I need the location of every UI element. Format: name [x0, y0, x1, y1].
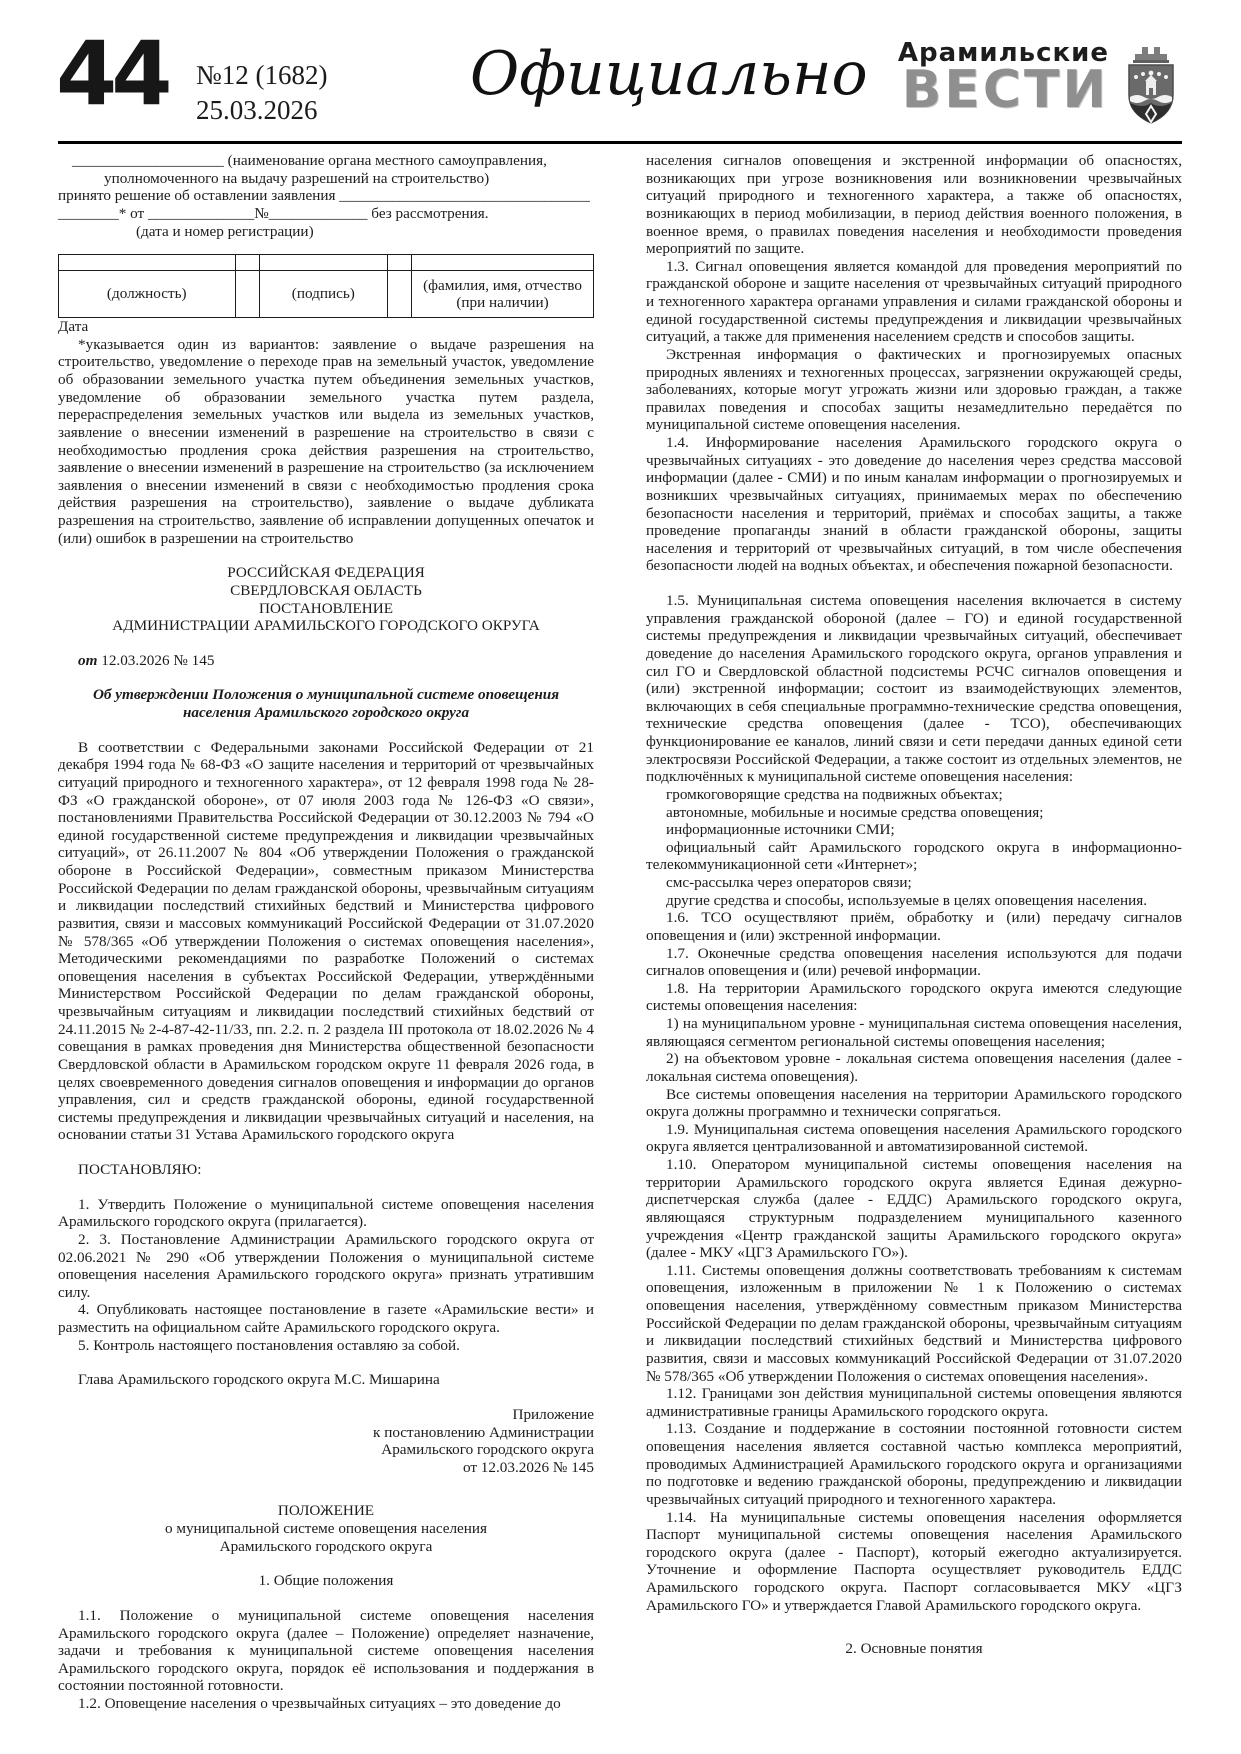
- spacer: [58, 1144, 594, 1161]
- doc-title: населения Арамильского городского округа: [182, 704, 470, 721]
- resolve-item: 5. Контроль настоящего постановления оставляю за собой.: [78, 1336, 460, 1354]
- position-heading-line: о муниципальной системе оповещения населения: [164, 1520, 488, 1537]
- resolve-heading: ПОСТАНОВЛЯЮ:: [78, 1161, 202, 1178]
- doc-date-prefix: от: [78, 651, 98, 669]
- logo-line2: ВЕСТИ: [901, 60, 1109, 120]
- form-line: ____________________ (наименование органа местного самоуправления,: [72, 152, 547, 169]
- preamble-paragraph: В соответствии с Федеральными законами Российской Федерации от 21 декабря 1994 года № 68-ФЗ «О защите населения и территорий от чрезвычайных ситуаций природного и техногенного характера», от 12 февраля 1998 года № 28-ФЗ «О гражданской обороне», от 07 июля 2003 года № 126-ФЗ «О связи», постановлениями Правительства Российской Федерации от 30.12.2003 № 794 «О единой государственной системе предупреждения и ликвидации чрезвычайных ситуаций», от 26.11.2007 № 804 «Об утверждении Положения о гражданской обороне в Российской Федерации», совместным приказом Министерства Российской Федерации по делам гражданской обороны, чрезвычайным ситуациям и ликвидации последствий стихийных бедствий и Министерства цифрового развития, связи и массовых коммуникаций Российской Федерации от 31.07.2020 № 578/365 «Об утверждении Положения о системах оповещения населения», Методическими рекомендациями по разработке Положений о системах оповещения населения в субъектах Российской Федерации, утверждёнными Министерством Российской Федерации по делам гражданской обороны, чрезвычайным ситуациям и ликвидации последствий стихийных бедствий от 24.11.2015 № 2-4-87-42-11/33, пп. 2.2. п. 2 раздела III протокола от 18.02.2026 № 4 совещания в рамках проведения дня Министерства общественной безопасности Свердловской области в Арамильском городском округе 11 февраля 2026 года, в целях своевременного доведения сигналов оповещения и информации до органов управления, сил и средств гражданской обороны, единой государственной системы предупреждения и ликвидации чрезвычайных ситуаций и населения, на основании статьи 31 Устава Арамильского городского округа: [58, 738, 594, 1144]
- list-item: автономные, мобильные и носимые средства оповещения;: [666, 803, 1044, 821]
- position-heading-line: ПОЛОЖЕНИЕ: [277, 1502, 375, 1520]
- issue-date: 25.03.2026: [196, 95, 318, 126]
- form-line: уполномоченного на выдачу разрешений на строительство): [104, 169, 490, 187]
- doc-date: 12.03.2026 № 145: [101, 651, 215, 669]
- org-heading-line: РОССИЙСКАЯ ФЕДЕРАЦИЯ: [227, 564, 425, 582]
- body-paragraph: 1.12. Границами зон действия муниципальной системы оповещения являются административные границы Арамильского городского округа.: [646, 1385, 1182, 1420]
- position-heading-line: Арамильского городского округа: [219, 1537, 433, 1555]
- header-divider: [58, 141, 1182, 144]
- resolve-item: 1. Утвердить Положение о муниципальной системе оповещения населения Арамильского городского округа (прилагается).: [58, 1195, 594, 1231]
- left-column: [58, 152, 594, 1713]
- body-paragraph: 1.7. Оконечные средства оповещения населения используются для подачи сигналов оповещения и (или) речевой информации.: [646, 944, 1182, 980]
- table-cell: [259, 255, 387, 271]
- doc-title: Об утверждении Положения о муниципальной системе оповещения: [92, 686, 560, 704]
- list-item: громкоговорящие средства на подвижных объектах;: [666, 785, 1003, 803]
- logo-line1: Арамильские: [897, 38, 1109, 68]
- spacer: [58, 635, 594, 652]
- body-paragraph: 1.2. Оповещение населения о чрезвычайных ситуациях – это доведение до: [78, 1695, 561, 1712]
- section-heading: 2. Основные понятия: [845, 1640, 983, 1658]
- body-paragraph: 1.13. Создание и поддержание в состоянии постоянной готовности систем оповещения населения является составной частью комплекса мероприятий, проводимых Администрацией Арамильского городского округа и организациями по подготовке и ведению гражданской обороны, предупреждению и ликвидации чрезвычайных ситуаций природного и техногенного характера.: [646, 1420, 1182, 1508]
- page-number: 44: [56, 22, 167, 125]
- spacer: [58, 669, 594, 686]
- spacer: [58, 722, 594, 739]
- org-heading-line: АДМИНИСТРАЦИИ АРАМИЛЬСКОГО ГОРОДСКОГО ОКРУГА: [112, 617, 540, 635]
- body-paragraph: Экстренная информация о фактических и прогнозируемых опасных природных явлениях и техногенных процессах, загрязнении окружающей среды, заболеваниях, которые могут угрожать жизни или здоровью граждан, а также правилах поведения и способах защиты незамедлительно передаётся по муниципальной системе оповещения населения.: [646, 345, 1182, 434]
- form-line: ________* от ______________№_____________ без рассмотрения.: [58, 204, 489, 222]
- body-paragraph: 1.3. Сигнал оповещения является командой для проведения мероприятий по гражданской обороне и защите населения от чрезвычайных ситуаций природного и техногенного характера органами управления и силами гражданской обороны и единой государственной системы предупреждения и ликвидации чрезвычайных ситуаций, а также для применения населением средств и способов защиты.: [646, 257, 1182, 346]
- org-heading-line: СВЕРДЛОВСКАЯ ОБЛАСТЬ: [230, 581, 422, 599]
- signature-cell: (подпись): [259, 271, 387, 318]
- logo-text: [897, 38, 1109, 120]
- section-heading: 1. Общие положения: [258, 1572, 394, 1590]
- body-paragraph: 2) на объектовом уровне - локальная система оповещения населения (далее - локальная система оповещения).: [646, 1050, 1182, 1085]
- spacer: [58, 1354, 594, 1371]
- list-item: официальный сайт Арамильского городского округа в информационно-телекоммуникационной сети «Интернет»;: [646, 838, 1182, 874]
- right-column: [646, 152, 1182, 1713]
- doc-date-line: [58, 652, 594, 670]
- table-row: [59, 271, 594, 318]
- section-title: Официально: [470, 39, 868, 109]
- table-cell: [235, 271, 259, 318]
- attachment-line: Арамильского городского округа: [381, 1441, 594, 1459]
- body-paragraph: населения сигналов оповещения и экстренной информации об опасностях, возникающих при угрозе возникновения или возникновении чрезвычайных ситуаций природного и техногенного характера, а также об опасностях, возникающих в период мобилизации, в период действия военного положения, в военное время, о правилах поведения населения и необходимости проведения мероприятий по защите.: [646, 152, 1182, 258]
- body-paragraph: 1.14. На муниципальные системы оповещения населения оформляется Паспорт муниципальной системы оповещения населения Арамильского городского округа (далее - Паспорт), который ежегодно актуализируется. Уточнение и оформление Паспорта осуществляет руководитель ЕДДС Арамильского городского округа. Паспорт согласовывается МКУ «ЦГЗ Арамильского ГО» и утверждается Главой Арамильского городского округа.: [646, 1508, 1182, 1614]
- page-header: [0, 0, 1241, 143]
- list-item: другие средства и способы, используемые в целях оповещения населения.: [666, 891, 1148, 909]
- attachment-line: к постановлению Администрации: [373, 1423, 594, 1441]
- body-paragraph: 1.1. Положение о муниципальной системе оповещения населения Арамильского городского округа (далее – Положение) определяет назначение, задачи и требования к муниципальной системе оповещения населения Арамильского городского округа, порядок её использования и поддержания в состоянии постоянной готовности.: [58, 1606, 594, 1695]
- body-paragraph: 1.5. Муниципальная система оповещения населения включается в систему управления гражданской обороной (далее – ГО) и единой государственной системы предупреждения и ликвидации чрезвычайных ситуаций, обеспечивает доведение до населения Арамильского городского округа, органов управления и сил ГО и Свердловской областной подсистемы РСЧС сигналов оповещения и (или) экстренной информации; состоит из взаимодействующих элементов, включающих в себя специальные программно-технические средства оповещения, технические средства оповещения (далее - ТСО), обеспечивающих функционирование ее каналов, линий связи и сети передачи данных единой сети электросвязи Российской Федерации, а также состоит из отдельных элементов, не подключённых к муниципальной системе оповещения населения:: [646, 592, 1182, 786]
- resolve-item: 4. Опубликовать настоящее постановление в газете «Арамильские вести» и разместить на официальном сайте Арамильского городского округа.: [58, 1301, 594, 1336]
- table-cell: [412, 255, 594, 271]
- body-paragraph: 1.4. Информирование населения Арамильского городского округа о чрезвычайных ситуациях - это доведение до населения через средства массовой информации (далее - СМИ) и по иным каналам информации о прогнозируемых и возникших чрезвычайных ситуациях, принимаемых мерах по обеспечению безопасности населения и территорий, приёмах и способах защиты, а также проведение пропаганды знаний в области гражданской обороны, защиты населения и территорий от чрезвычайных ситуаций, в том числе обеспечения безопасности людей на водных объектах, и обеспечения пожарной безопасности.: [646, 434, 1182, 575]
- list-item: информационные источники СМИ;: [666, 821, 895, 839]
- spacer: [58, 1179, 594, 1196]
- resolve-item: 2. 3. Постановление Администрации Арамильского городского округа от 02.06.2021 № 290 «Об утверждении Положения о муниципальной системе оповещения населения Арамильского городского округа» признать утратившим силу.: [58, 1230, 594, 1301]
- table-cell: [388, 255, 412, 271]
- body-paragraph: 1.9. Муниципальная система оповещения населения Арамильского городского округа является централизованной и автоматизированной системой.: [646, 1120, 1182, 1156]
- name-cell: (фамилия, имя, отчество (при наличии): [412, 271, 594, 318]
- org-heading-line: ПОСТАНОВЛЕНИЕ: [258, 599, 394, 617]
- spacer: [58, 1590, 594, 1607]
- date-label: Дата: [58, 318, 89, 336]
- position-cell: (должность): [59, 271, 236, 318]
- issue-number: №12 (1682): [196, 60, 328, 90]
- table-cell: [235, 255, 259, 271]
- article-body: [58, 152, 1182, 1713]
- spacer: [58, 1555, 594, 1572]
- footnote-paragraph: *указывается один из вариантов: заявление о выдаче разрешения на строительство, уведомление о переходе прав на земельный участок, уведомление об образовании земельного участка путем объединения земельных участков, уведомление об образовании земельного участка путем раздела, перераспределения земельных участков или выдела из земельных участков, заявление о внесении изменений в разрешение на строительство в связи с необходимостью продления срока действия разрешения на строительство, заявление о внесении изменений в разрешение на строительство (за исключением заявления о внесении изменений в связи с необходимостью продления срока действия разрешения на строительство), заявление о выдаче дубликата разрешения на строительство, заявление об исправлении допущенных опечаток и (или) ошибок в разрешении на строительство: [58, 335, 594, 547]
- spacer: [646, 575, 1182, 592]
- list-item: смс-рассылка через операторов связи;: [666, 874, 912, 891]
- newspaper-logo: [898, 40, 1183, 126]
- coat-of-arms-icon: [1119, 40, 1183, 126]
- form-line: принято решение об оставлении заявления _________________________________: [58, 187, 590, 205]
- signature-line: Глава Арамильского городского округа М.С. Мишарина: [78, 1371, 440, 1389]
- attachment-line: от 12.03.2026 № 145: [462, 1458, 594, 1476]
- body-paragraph: 1.8. На территории Арамильского городского округа имеются следующие системы оповещения населения:: [646, 979, 1182, 1015]
- issue-block: [196, 58, 328, 128]
- attachment-line: Приложение: [512, 1405, 594, 1423]
- spacer: [58, 1476, 594, 1502]
- spacer: [58, 547, 594, 564]
- body-paragraph: 1.11. Системы оповещения должны соответствовать требованиям к системам оповещения, изложенным в приложении № 1 к Положению о системах оповещения населения, утверждённому совместным приказом Министерства Российской Федерации по делам гражданской обороны, чрезвычайным ситуациям и ликвидации последствий стихийных бедствий и Министерства цифрового развития, связи и массовых коммуникаций Российской Федерации от 31.07.2020 № 578/365 «Об утверждении Положения о системах оповещения населения».: [646, 1261, 1182, 1385]
- body-paragraph: 1) на муниципальном уровне - муниципальная система оповещения населения, являющаяся сегментом региональной системы оповещения населения;: [646, 1015, 1182, 1050]
- table-row: [59, 255, 594, 271]
- body-paragraph: 1.10. Оператором муниципальной системы оповещения населения на территории Арамильского городского округа является Единая дежурно-диспетчерская служба (далее - ЕДДС) Арамильского городского округа, являющаяся структурным подразделением муниципального казенного учреждения «Центр гражданской защиты Арамильского городского округа» (далее - МКУ «ЦГЗ Арамильского ГО»).: [646, 1156, 1182, 1262]
- table-cell: [59, 255, 236, 271]
- spacer: [646, 1614, 1182, 1640]
- form-line: (дата и номер регистрации): [136, 222, 314, 240]
- signature-table: [58, 254, 594, 318]
- spacer: [58, 1389, 594, 1406]
- body-paragraph: 1.6. ТСО осуществляют приём, обработку и (или) передачу сигналов оповещения и (или) экстренной информации.: [646, 909, 1182, 944]
- table-cell: [388, 271, 412, 318]
- body-paragraph: Все системы оповещения населения на территории Арамильского городского округа должны программно и технически сопрягаться.: [646, 1085, 1182, 1121]
